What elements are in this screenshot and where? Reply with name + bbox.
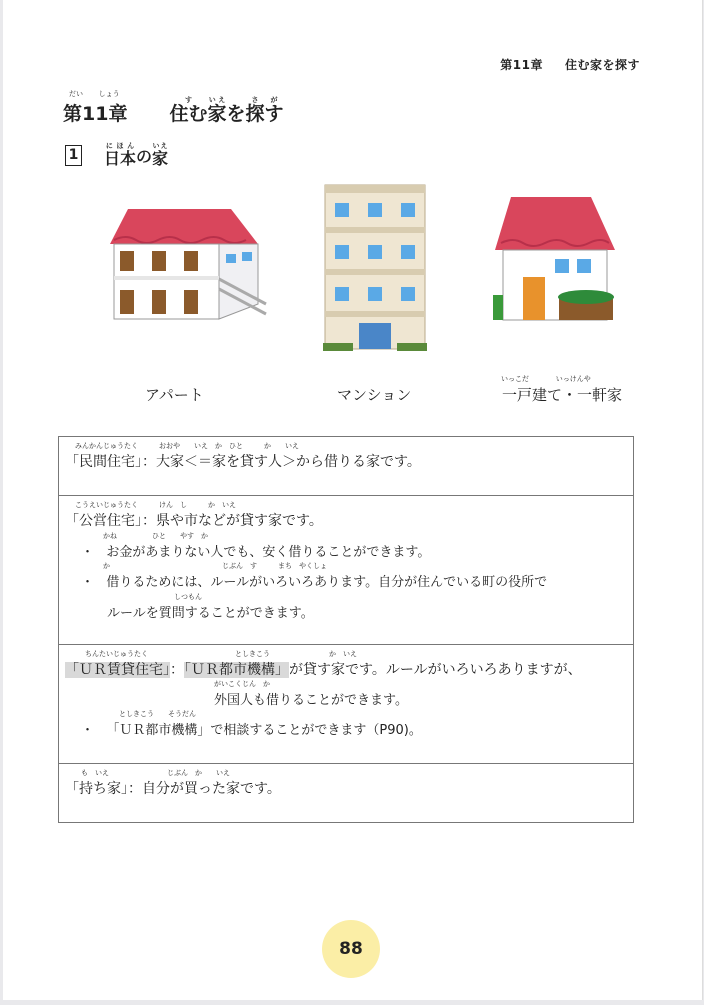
document-page (3, 0, 703, 1000)
section-heading: 1 日本にほん の 家いえ (65, 142, 168, 169)
section-title-nihon: 日本 (104, 149, 137, 168)
chapter-title: 第11章 住むす家いえを探すさが (63, 96, 284, 125)
row3-desc2: 外国人も借りることができます。 (214, 693, 408, 708)
ur-organization: 「ＵＲ都市機構」 (184, 662, 289, 678)
term-kouei: 「公営住宅」 (65, 513, 142, 529)
chapter-number: 第11章 (63, 103, 128, 125)
row3-text: 「ＵＲ賃貸住宅」：「ＵＲ都市機構」が貸す家です。ルールがいろいろありますが、 (65, 662, 582, 678)
section-number-box: 1 (65, 145, 82, 166)
row1-text: 「民間住宅」：大家＜＝家を貸す人＞から借りる家です。 (65, 454, 421, 470)
title-sagasu: 探す (245, 103, 284, 125)
table-row-ur: ちんたいじゅうたく としきこう か いえ 「ＵＲ賃貸住宅」：「ＵＲ都市機構」が貸す家です。ルールがいろいろありますが、 がいこくじん か 外国人も借りることができます。 としきこう そうだん ・ 「ＵＲ都市機構」で相談することができます（P90)。 (59, 645, 633, 764)
caption-ikkodate: 一戸建て・一軒家 (502, 386, 623, 404)
term-ur: 「ＵＲ賃貸住宅」 (65, 662, 170, 678)
row2-bullet2: ・ 借りるためには、ルールがいろいろあります。自分が住んでいる町の役所で (81, 575, 548, 590)
term-mochiie: 「持ち家」 (65, 781, 128, 797)
row2-bullet2-cont: ルールを質問することができます。 (107, 606, 314, 621)
row3-bullet1: ・ 「ＵＲ都市機構」で相談することができます（P90)。 (81, 723, 422, 738)
running-title-pre: 住む (564, 58, 590, 72)
caption-apart: アパート (145, 386, 204, 404)
title-ie: 家 (207, 103, 227, 125)
row4-text: 「持ち家」：自分が買った家です。 (65, 781, 281, 797)
title-main: 住む (169, 103, 208, 125)
page-number: 88 (322, 920, 380, 978)
table-row-kouei: こうえいじゅうたく けん し か いえ 「公営住宅」：県や市などが貸す家です。 かね ひと やす か ・ お金があまりない人でも、安く借りることができます。 か じぶん す まち やくしょ ・ 借りるためには、ルールがいろいろあります。自分が住んでいる町の役所で しつもん ルールを質問することができます。 (59, 496, 633, 645)
house-illustration (491, 195, 623, 325)
section-title-ie: 家 (152, 149, 169, 168)
table-row-mochiie: も いえ じぶん か いえ 「持ち家」：自分が買った家です。 (65, 769, 281, 797)
chapter-ruby: だい しょう (69, 90, 120, 98)
apartment-illustration (106, 204, 271, 324)
row2-text: 「公営住宅」：県や市などが貸す家です。 (65, 513, 323, 529)
running-title-post: を探す (602, 58, 640, 72)
running-title-ie: 家 (589, 58, 603, 72)
caption-ikkodate-ruby: いっこだ いっけんや (501, 375, 591, 383)
running-chapter: 第11章 (500, 58, 543, 72)
mansion-illustration (323, 183, 427, 355)
term-minkan: 「民間住宅」 (65, 454, 142, 470)
caption-mansion: マンション (337, 386, 412, 404)
table-row-minkan: みんかんじゅうたく おおや いえ か ひと か いえ 「民間住宅」：大家＜＝家を貸す人＞から借りる家です。 (59, 437, 633, 496)
running-header (500, 56, 640, 73)
housing-types-table (58, 436, 634, 823)
title-mid: を (226, 103, 246, 125)
row2-bullet1: ・ お金があまりない人でも、安く借りることができます。 (81, 545, 431, 560)
